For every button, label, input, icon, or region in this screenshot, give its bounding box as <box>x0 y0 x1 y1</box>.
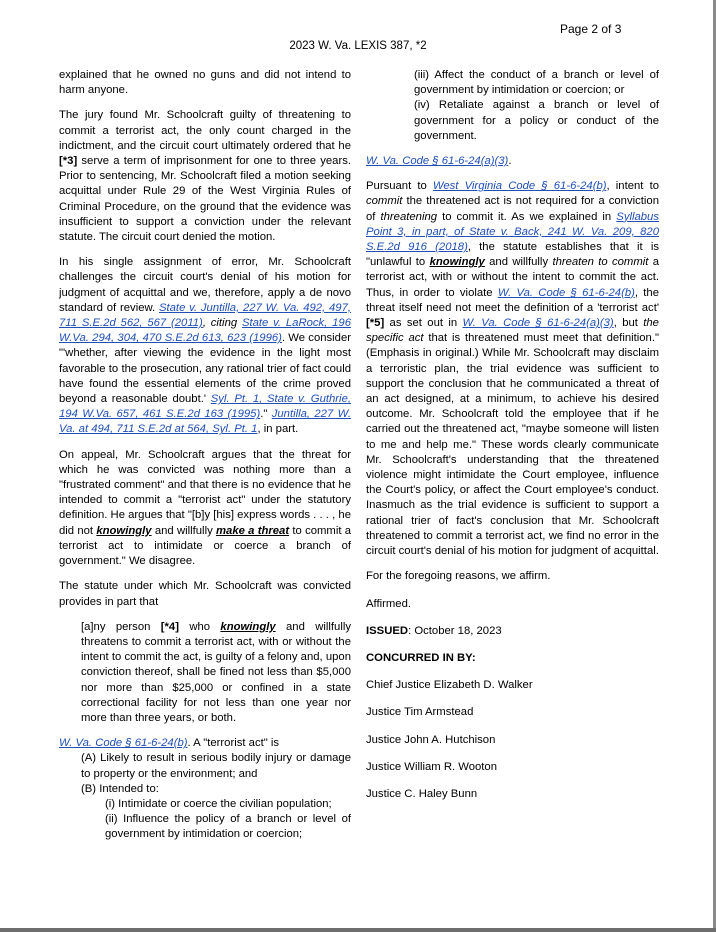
disposition: Affirmed. <box>366 597 411 610</box>
emphasis: knowingly <box>220 620 276 633</box>
emphasis: knowingly <box>96 524 152 537</box>
paragraph: explained that he owned no guns and did not intend to harm anyone. <box>59 69 351 97</box>
case-citation-header: 2023 W. Va. LEXIS 387, *2 <box>289 40 427 52</box>
statute-link[interactable]: W. Va. Code § 61-6-24(b) <box>497 286 635 299</box>
page-bottom-edge <box>0 928 716 932</box>
paragraph: The jury found Mr. Schoolcraft guilty of threatening to commit a terrorist act, the only count charged in the indictment, and the circuit court ultimately ordered that he [*3] serve a term of imprisonment for one to three years. Prior to sentencing, Mr. Schoolcraft filed a motion seeking acquittal under Rule 29 of the West Virginia Rules of Criminal Procedure, on the ground that the evidence was insufficient to support a conviction under the relevant statute. The circuit court denied the motion. <box>59 109 351 244</box>
paragraph: On appeal, Mr. Schoolcraft argues that the threat for which he was convicted was nothing more than a "frustrated comment" and that there is no evidence that he intended to commit a "terrorist act" under the statutory definition. He argues that "[b]y [his] express words . . . , he did not knowingly and willfully make a threat to commit a terrorist act to intimidate or coerce a branch of government." We disagree. <box>59 448 352 568</box>
list-item: (B) Intended to: <box>81 782 159 795</box>
case-link[interactable]: State v. LaRock, 196 W.Va. 294, 304, 470 S.E.2d 613, 623 (1996) <box>59 317 351 345</box>
paragraph: W. Va. Code § 61-6-24(a)(3). <box>366 155 512 168</box>
list-item: (A) Likely to result in serious bodily injury or damage to property or the environment; and <box>81 752 351 780</box>
case-link[interactable]: Syllabus Point 3, in part, of State v. Back, 241 W. Va. 209, 820 S.E.2d 916 (2018) <box>366 210 659 254</box>
case-link[interactable]: Juntilla, 227 W. Va. at 494, 711 S.E.2d at 564, Syl. Pt. 1 <box>59 408 351 436</box>
page-marker: [*4] <box>160 620 179 633</box>
justice-name: Chief Justice Elizabeth D. Walker <box>366 679 533 692</box>
justice-name: Justice John A. Hutchison <box>366 733 496 746</box>
statute-link[interactable]: W. Va. Code § 61-6-24(a)(3) <box>462 317 614 330</box>
justice-name: Justice Tim Armstead <box>366 706 474 719</box>
paragraph: Pursuant to West Virginia Code § 61-6-24(b), intent to commit the threatened act is not required for a conviction of threatening to commit it. As we explained in Syllabus Point 3, in part, of State v. Back, 241 W. Va. 209, 820 S.E.2d 916 (2018), the statute establishes that it is "unlawful to knowingly and willfully threaten to commit a terrorist act, with or without the intent to commit the act. Thus, in order to violate W. Va. Code § 61-6-24(b), the threat itself need not meet the definition of a 'terrorist act' [*5] as set out in W. Va. Code § 61-6-24(a)(3), but the specific act that is threatened must meet that definition." (Emphasis in original.) While Mr. Schoolcraft may disclaim a terroristic plan, the trial evidence was sufficient to support the conclusion that he communicated a threat of an act designed, at a minimum, to achieve his desired outcome. Mr. Schoolcraft told the employee that if he carried out the threatened act, "maybe someone will listen to me and help me." These words clearly communicate Mr. Schoolcraft's understanding that the threatened violence might intimidate the Court employee, influence the Court's policy, or affect the Court employee's conduct. Inasmuch as the trial evidence is sufficient to support a rational trier of fact's conclusion that Mr. Schoolcraft threatened to commit a terrorist act, we find no error in the circuit court's denial of his motion for judgment of acquittal. <box>366 180 660 558</box>
list-item: (iii) Affect the conduct of a branch or level of government by intimidation or coercion; or <box>414 69 659 97</box>
left-column <box>59 68 351 843</box>
list-item: (i) Intimidate or coerce the civilian population; <box>105 797 332 810</box>
paragraph: The statute under which Mr. Schoolcraft was convicted provides in part that <box>59 580 351 608</box>
statute-link[interactable]: W. Va. Code § 61-6-24(b) <box>59 737 188 750</box>
justice-name: Justice William R. Wooton <box>366 760 497 773</box>
block-quote: [a]ny person [*4] who knowingly and willfully threatens to commit a terrorist act, with or without the intent to commit the act, is guilty of a felony and, upon conviction thereof, shall be fined not less than $5,000 nor more than $25,000 or confined in a state correctional facility for not less than one year nor more than three years, or both. <box>81 620 352 724</box>
paragraph: In his single assignment of error, Mr. Schoolcraft challenges the circuit court's denial of his motion for judgment of acquittal and we, therefore, apply a de novo standard of review. State v. Juntilla, 227 W. Va. 492, 497, 711 S.E.2d 562, 567 (2011), citing State v. LaRock, 196 W.Va. 294, 304, 470 S.E.2d 613, 623 (1996). We consider "'whether, after viewing the evidence in the light most favorable to the prosecution, any rational trier of fact could have found the essential elements of the crime proved beyond a reasonable doubt.' Syl. Pt. 1, State v. Guthrie, 194 W.Va. 657, 461 S.E.2d 163 (1995)." Juntilla, 227 W. Va. at 494, 711 S.E.2d at 564, Syl. Pt. 1, in part. <box>59 256 351 436</box>
page-number: Page 2 of 3 <box>560 22 622 36</box>
definition-intro: W. Va. Code § 61-6-24(b). A "terrorist act" is <box>59 737 280 750</box>
emphasis: knowingly <box>429 256 485 269</box>
statute-link[interactable]: W. Va. Code § 61-6-24(a)(3) <box>366 155 509 168</box>
right-column <box>366 68 659 814</box>
paragraph: For the foregoing reasons, we affirm. <box>366 570 551 583</box>
page-marker: [*3] <box>59 155 78 168</box>
case-link[interactable]: Syl. Pt. 1, State v. Guthrie, 194 W.Va. 657, 461 S.E.2d 163 (1995) <box>59 393 351 421</box>
list-item: (iv) Retaliate against a branch or level of government for a policy or conduct of the government. <box>414 99 659 142</box>
list-item: (ii) Influence the policy of a branch or level of government by intimidation or coercion; <box>105 813 351 841</box>
justice-name: Justice C. Haley Bunn <box>366 787 478 800</box>
statute-link[interactable]: West Virginia Code § 61-6-24(b) <box>432 180 607 193</box>
emphasis: make a threat <box>216 524 290 537</box>
conclusion-block <box>366 569 659 802</box>
concurred-heading: CONCURRED IN BY: <box>366 651 476 664</box>
case-link[interactable]: State v. Juntilla, 227 W. Va. 492, 497, 711 S.E.2d 562, 567 (2011) <box>59 301 351 330</box>
page-marker: [*5] <box>366 317 385 330</box>
issued-line: ISSUED: October 18, 2023 <box>366 624 502 637</box>
